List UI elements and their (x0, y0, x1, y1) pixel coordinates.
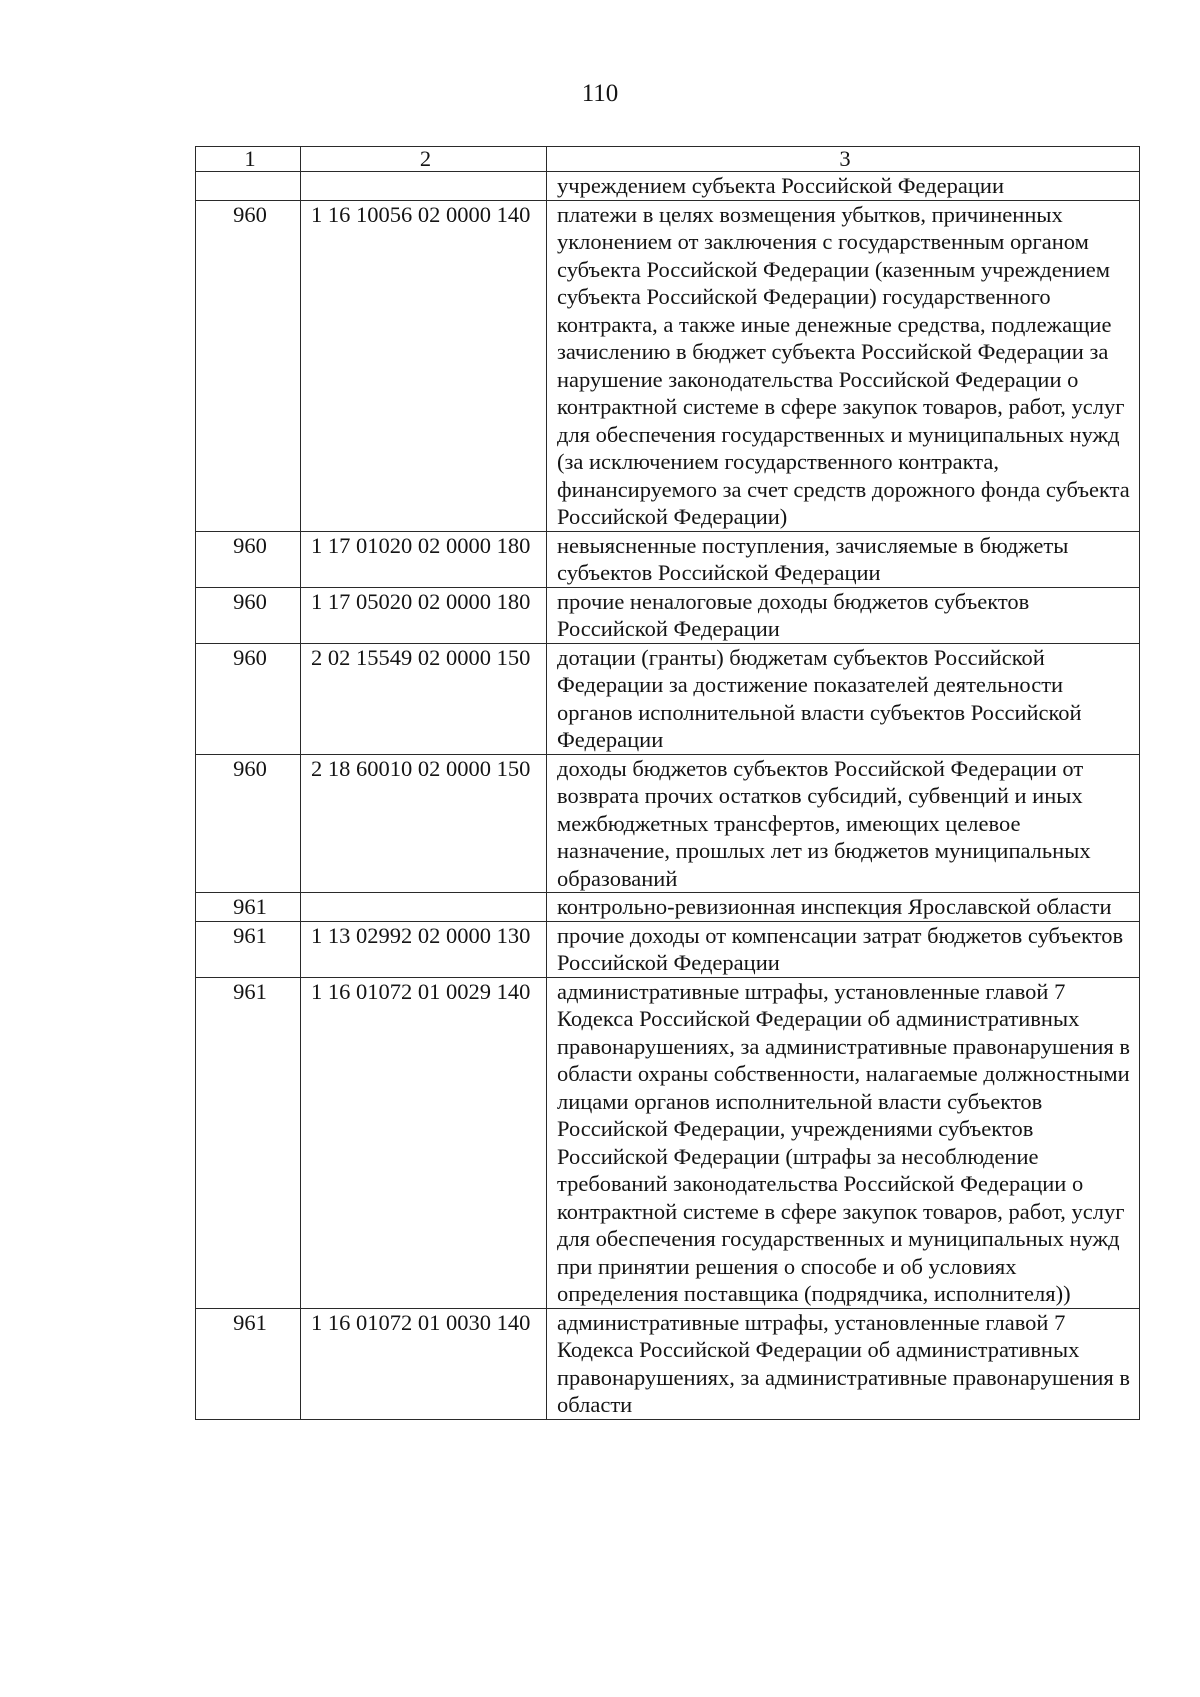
description-cell: прочие доходы от компенсации затрат бюджетов субъектов Российской Федерации (547, 921, 1140, 977)
column-header-2: 2 (301, 147, 547, 172)
table-row (196, 754, 1140, 893)
table-row (196, 172, 1140, 201)
description-cell: административные штрафы, установленные главой 7 Кодекса Российской Федерации об административных правонарушениях, за административные правонарушения в области охраны собственности, налагаемые должностными лицами органов исполнительной власти субъектов Российской Федерации, учреждениями субъектов Российской Федерации (штрафы за несоблюдение требований законодательства Российской Федерации о контрактной системе в сфере закупок товаров, работ, услуг для обеспечения государственных и муниципальных нужд при принятии решения о способе и об условиях определения поставщика (подрядчика, исполнителя)) (547, 977, 1140, 1308)
budget-code-cell: 1 17 01020 02 0000 180 (301, 531, 547, 587)
budget-code-cell: 1 16 01072 01 0029 140 (301, 977, 547, 1308)
admin-code-cell: 960 (196, 643, 301, 754)
table-row (196, 587, 1140, 643)
table-row (196, 200, 1140, 531)
admin-code-cell: 960 (196, 531, 301, 587)
budget-code-cell: 2 18 60010 02 0000 150 (301, 754, 547, 893)
column-header-1: 1 (196, 147, 301, 172)
description-cell: дотации (гранты) бюджетам субъектов Российской Федерации за достижение показателей деятельности органов исполнительной власти субъектов Российской Федерации (547, 643, 1140, 754)
budget-code-cell (301, 172, 547, 201)
table-row (196, 921, 1140, 977)
table-row (196, 643, 1140, 754)
table-row (196, 531, 1140, 587)
budget-code-cell (301, 893, 547, 922)
budget-code-cell: 1 16 01072 01 0030 140 (301, 1308, 547, 1419)
admin-code-cell: 961 (196, 977, 301, 1308)
admin-code-cell: 960 (196, 754, 301, 893)
budget-code-cell: 2 02 15549 02 0000 150 (301, 643, 547, 754)
table-row (196, 977, 1140, 1308)
table-header-row (196, 147, 1140, 172)
table-row (196, 893, 1140, 922)
admin-code-cell: 961 (196, 1308, 301, 1419)
description-cell: невыясненные поступления, зачисляемые в бюджеты субъектов Российской Федерации (547, 531, 1140, 587)
description-cell: административные штрафы, установленные главой 7 Кодекса Российской Федерации об административных правонарушениях, за административные правонарушения в области (547, 1308, 1140, 1419)
page-number: 110 (581, 80, 619, 107)
admin-code-cell: 961 (196, 921, 301, 977)
description-cell: контрольно-ревизионная инспекция Ярославской области (547, 893, 1140, 922)
description-cell: доходы бюджетов субъектов Российской Федерации от возврата прочих остатков субсидий, субвенций и иных межбюджетных трансфертов, имеющих целевое назначение, прошлых лет из бюджетов муниципальных образований (547, 754, 1140, 893)
income-codes-table (195, 146, 1140, 1420)
description-cell: платежи в целях возмещения убытков, причиненных уклонением от заключения с государственным органом субъекта Российской Федерации (казенным учреждением субъекта Российской Федерации) государственного контракта, а также иные денежные средства, подлежащие зачислению в бюджет субъекта Российской Федерации за нарушение законодательства Российской Федерации о контрактной системе в сфере закупок товаров, работ, услуг для обеспечения государственных и муниципальных нужд (за исключением государственного контракта, финансируемого за счет средств дорожного фонда субъекта Российской Федерации) (547, 200, 1140, 531)
description-cell: учреждением субъекта Российской Федерации (547, 172, 1140, 201)
budget-code-cell: 1 17 05020 02 0000 180 (301, 587, 547, 643)
budget-code-cell: 1 16 10056 02 0000 140 (301, 200, 547, 531)
description-cell: прочие неналоговые доходы бюджетов субъектов Российской Федерации (547, 587, 1140, 643)
budget-code-cell: 1 13 02992 02 0000 130 (301, 921, 547, 977)
table-row (196, 1308, 1140, 1419)
admin-code-cell: 961 (196, 893, 301, 922)
admin-code-cell: 960 (196, 587, 301, 643)
admin-code-cell (196, 172, 301, 201)
column-header-3: 3 (547, 147, 1140, 172)
admin-code-cell: 960 (196, 200, 301, 531)
